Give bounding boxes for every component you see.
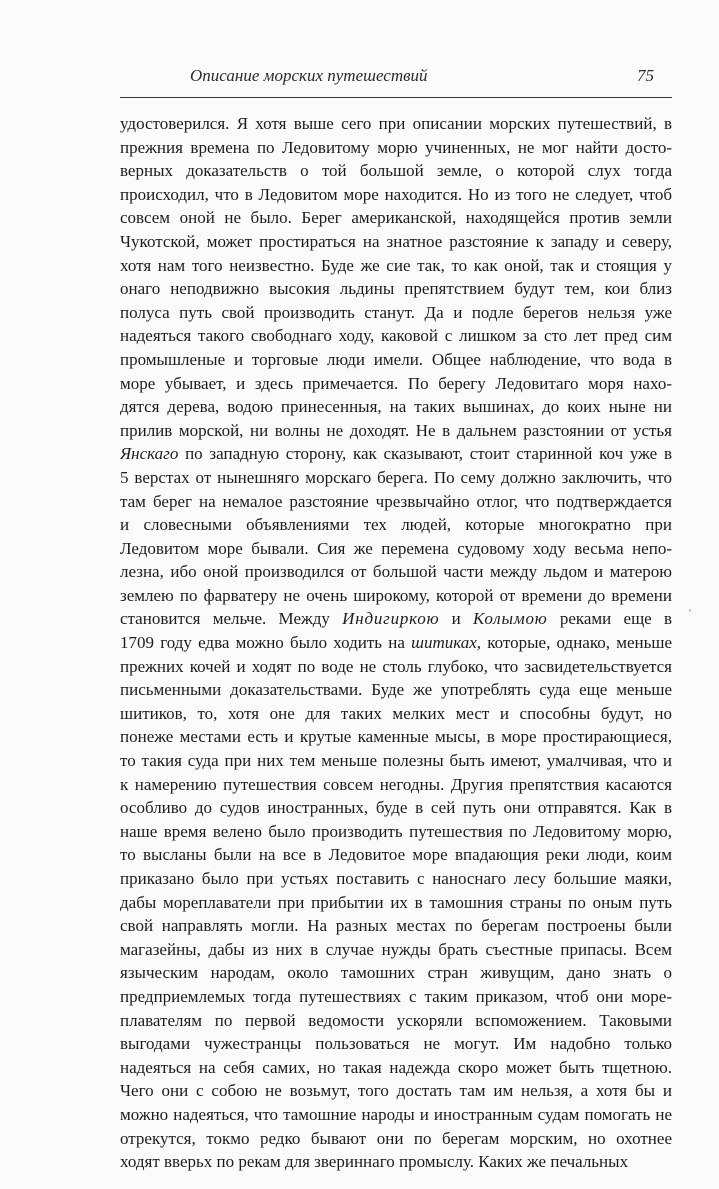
text-run: то такия суда при них тем меньше полезны быть имеют, умалчивая, что и [120,751,672,771]
text-line [120,183,672,207]
text-line [120,560,672,584]
body-text [120,112,672,1174]
text-run: приказано было при устьях поставить с наноснаго лесу большие маяки, [120,869,672,888]
text-run: можно надеяться, что тамошние народы и иностранным судам помогать не [120,1104,672,1124]
emphasized-text: Колымою [472,609,548,629]
text-run: становится мельче. Между [120,609,343,629]
text-line [120,938,672,962]
text-line [120,277,672,301]
text-line [120,584,672,608]
text-run: верных доказательств о той большой земле, о которой слух тогда [120,161,672,181]
text-line [120,678,672,702]
emphasized-text: шитиках [411,633,477,653]
text-line [120,348,672,372]
text-line [120,891,672,915]
running-title: Описание морских путешествий [190,66,428,85]
text-line [120,419,672,443]
text-run: Чукотской, может простираться на знатное разстояние к западу и северу, [120,231,672,251]
text-run: там берег на немалое разстояние чрезвычайно отлог, что подтверждается [120,491,672,511]
text-run: промышленые и торговые люди имели. Общее наблюдение, что вода в [120,349,672,369]
text-run: землею по фарватеру не очень широкому, которой от времени до времени [120,585,672,605]
text-line [120,372,672,396]
text-run: надеяться такого свободнаго ходу, каковой с лишком за сто лет пред сим [120,326,672,346]
text-line [120,1009,672,1033]
text-line [120,843,672,867]
text-run: свой направлять могли. На разных местах по берегам построены были [120,916,672,936]
text-line [120,725,672,749]
text-line [120,442,672,466]
text-line [120,301,672,325]
text-line [120,607,672,631]
text-run: магазейны, дабы из них в случае нужды брать съестные припасы. Всем [120,939,672,959]
text-run: Ледовитом море бывали. Сия же перемена судовому ходу весьма непо- [120,538,672,558]
text-run: море убывает, и здесь примечается. По берегу Ледовитаго моря нахо- [120,373,672,393]
text-run: удостоверился. Я хотя выше сего при описании морских путешествий, в [120,114,672,133]
text-run: 5 верстах от нынешняго морскаго берега. По сему должно заключить, что [120,467,672,487]
text-line [120,773,672,797]
emphasized-text: Янскаго [120,444,179,464]
text-run: прилив морской, ни волны не доходят. Не в дальнем разстоянии от устья [120,420,672,440]
margin-mark: ʼ [688,606,692,620]
text-run: происходил, что в Ледовитом море находится. Но из того не следует, чтоб [120,184,672,204]
page-number: 75 [637,66,654,85]
text-line [120,159,672,183]
text-line [120,1103,672,1127]
header-rule [120,97,672,98]
running-head [120,64,660,88]
text-run: то высланы были на все в Ледовитое море впадающия реки люди, коим [120,845,672,865]
text-run: выгодами чужестранцы пользоваться не могут. Им надобно только [120,1034,672,1054]
text-line [120,395,672,419]
text-line [120,513,672,537]
text-run: совсем оной не было. Берег американской, находящейся против земли [120,208,672,228]
text-run: к намерению путешествия совсем негодны. Другия препятствия касаются [120,774,672,794]
text-run: реками еще в [547,609,672,629]
text-run: надеяться на себя самих, но такая надежда скоро может быть тщетною. [120,1057,672,1077]
text-line [120,914,672,938]
text-line [120,324,672,348]
text-line [120,631,672,655]
text-run: прежних кочей и ходят по воде не столь глубоко, что засвидетельствуется [120,656,672,676]
text-run: отрекутся, токмо редко бывают они по берегам морским, но охотнее [120,1128,672,1148]
text-line [120,1079,672,1103]
text-run: дятся дерева, водою принесенныя, на таких вышинах, до коих ныне ни [120,397,672,417]
text-run: особливо до судов иностранных, буде в сей путь они отправятся. Как в [120,798,672,818]
text-run: плавателям по первой ведомости ускоряли вспоможением. Таковыми [120,1010,672,1030]
text-run: и [439,609,473,629]
text-run: понеже местами есть и крутые каменные мысы, в море простирающиеся, [120,727,672,747]
text-line [120,985,672,1009]
text-run: , которые, однако, меньше [476,633,672,653]
text-line [120,796,672,820]
text-run: по западную сторону, как сказывают, стоит старинной коч уже в [178,444,672,464]
text-line [120,230,672,254]
text-line [120,655,672,679]
text-line [120,702,672,726]
text-run: дабы мореплаватели при прибытии их в тамошния страны по оным путь [120,892,672,912]
text-line [120,961,672,985]
text-line [120,867,672,891]
text-run: ходят вверьх по рекам для звериннаго промыслу. Каких же печальных [120,1152,629,1172]
text-line [120,537,672,561]
text-run: письменными доказательствами. Буде же употреблять суда еще меньше [120,680,672,700]
text-run: полуса путь свой производить станут. Да и подле берегов нельзя уже [120,302,672,322]
text-line [120,466,672,490]
text-run: языческим народам, около тамошних стран живущим, дано знать о [120,963,672,983]
text-run: наше время велено было производить путешествия по Ледовитому морю, [120,821,672,841]
text-run: лезна, ибо оной производился от большой части между льдом и матерою [120,562,672,582]
text-run: предприемлемых тогда путешествиях с таким приказом, чтоб они море- [120,986,672,1006]
text-line [120,490,672,514]
text-run: 1709 году едва можно было ходить на [120,633,412,653]
text-line [120,1032,672,1056]
text-run: хотя нам того неизвестно. Буде же сие так, то как оной, так и стоящия у [120,255,672,275]
text-line [120,1150,672,1174]
text-run: Чего они с собою не возьмут, того достать там им нельзя, а хотя бы и [120,1081,672,1101]
text-run: онаго неподвижно высокия льдины препятствием будут тем, кои близ [120,279,672,299]
text-line [120,206,672,230]
text-line [120,254,672,278]
text-line [120,112,672,136]
text-line [120,820,672,844]
text-line [120,749,672,773]
text-run: и словесными объявлениями тех людей, которые многократно при [120,515,672,535]
text-line [120,1127,672,1151]
text-line [120,136,672,160]
text-run: прежния времена по Ледовитому морю учиненных, не мог найти досто- [120,137,672,157]
text-line [120,1056,672,1080]
emphasized-text: Индигиркою [342,609,440,629]
text-run: шитиков, то, хотя оне для таких мелких мест и способны будут, но [120,703,672,723]
